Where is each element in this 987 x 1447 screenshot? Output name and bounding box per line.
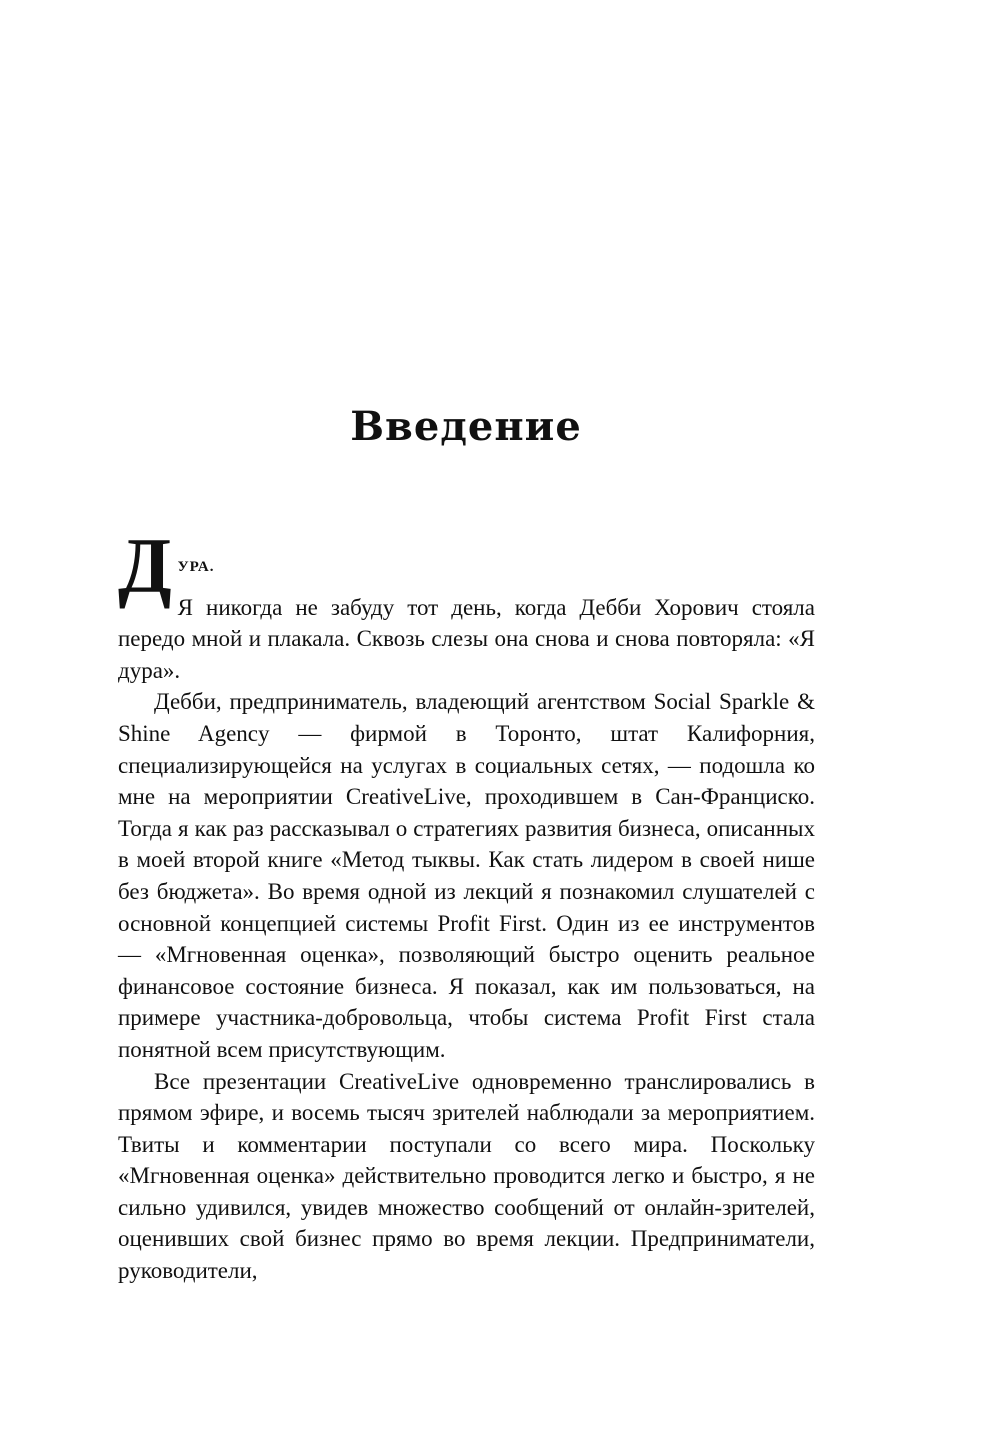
opening-text: Я никогда не забуду тот день, когда Дебби Хорович стояла передо мной и плакала. Сквозь слезы она снова и снова повторяла: «Я дура». <box>118 594 815 683</box>
chapter-title: Введение <box>350 403 582 450</box>
paragraph-3: Все презентации CreativeLive одновременно транслировались в прямом эфире, и восемь тысяч зрителей наблюдали за мероприятием. Твиты и комментарии поступали со всего мира. Поскольку «Мгновенная оценка» действительно проводится легко и быстро, я не сильно удивился, увидев множество сообщений от онлайн-зрителей, оценивших свой бизнес прямо во время лекции. Предприниматели, руководители, <box>118 1068 815 1284</box>
drop-cap: Д <box>118 522 172 609</box>
paragraph-2: Дебби, предприниматель, владеющий агентством Social Sparkle & Shine Agency — фирмой в Торонто, штат Калифорния, специализирующейся на услугах в социальных сетях, — подошла ко мне на мероприятии CreativeLive, проходившем в Сан-Франциско. Тогда я как раз рассказывал о стратегиях развития бизнеса, описанных в моей второй книге «Метод тыквы. Как стать лидером в своей нише без бюджета». Во время одной из лекций я познакомил слушателей с основной концепцией системы Profit First. Один из ее инструментов — «Мгновенная оценка», позволяющий быстро оценить реальное финансовое состояние бизнеса. Я показал, как им пользоваться, на примере участника-добровольца, чтобы система Profit First стала понятной всем присутствующим. <box>118 689 815 1062</box>
chapter-body <box>118 522 815 1287</box>
opening-paragraph <box>118 522 815 686</box>
lead-word: УРА. <box>177 559 215 575</box>
